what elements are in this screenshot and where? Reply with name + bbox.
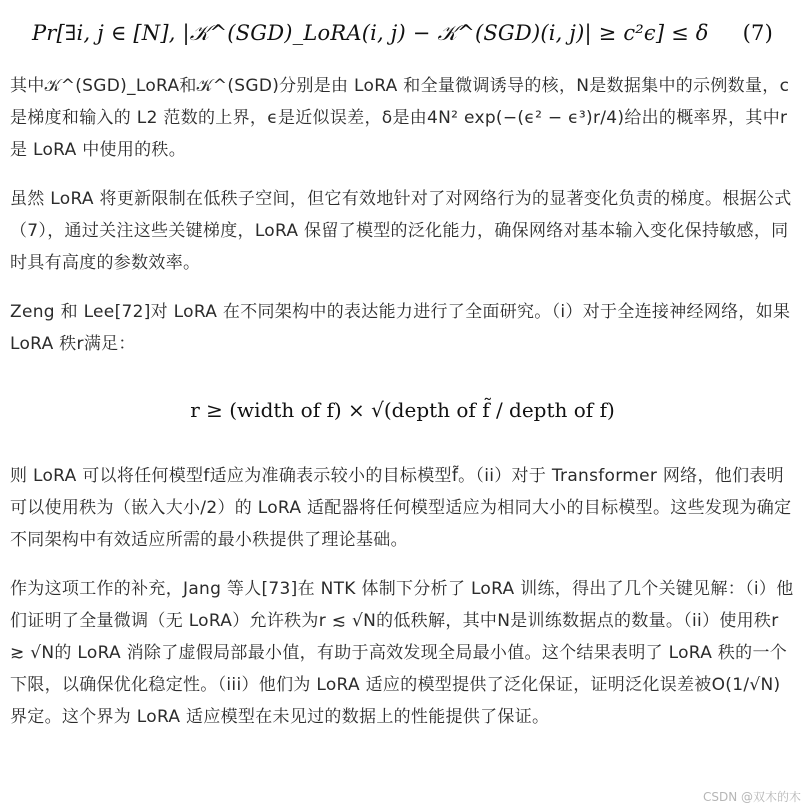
csdn-watermark: CSDN @双木的木 [702,790,801,804]
paragraph-low-rank-gradients: 虽然 LoRA 将更新限制在低秩子空间，但它有效地针对了对网络行为的显著变化负责的梯度。根据公式（7），通过关注这些关键梯度，LoRA 保留了模型的泛化能力，确保网络对基本输入变化保持敏感，同时具有高度的参数效率。 [10,189,792,273]
paragraph-transformer-rank: 则 LoRA 可以将任何模型f适应为准确表示较小的目标模型f̃。（ii）对于 Transformer 网络，他们表明可以使用秩为（嵌入大小/2）的 LoRA 适配器将任何模型适应为相同大小的目标模型。这些发现为确定不同架构中有效适应所需的最小秩提供了理论基础。 [10,466,792,550]
paragraph-ntk-analysis: 作为这项工作的补充，Jang 等人[73]在 NTK 体制下分析了 LoRA 训练，得出了几个关键见解：（i）他们证明了全量微调（无 LoRA）允许秩为r ≲ √N的低秩解，其中N是训练数据点的数量。（ii）使用秩r ≳ √N的 LoRA 消除了虚假局部最小值，有助于高效发现全局最小值。这个结果表明了 LoRA 秩的一个下限，以确保优化稳定性。（iii）他们为 LoRA 适应的模型提供了泛化保证，证明泛化误差被O(1/√N)界定。这个界为 LoRA 适应模型在未见过的数据上的性能提供了保证。 [10,579,794,727]
article-body [10,0,795,733]
paragraph-kernel-definition: 其中𝒦^(SGD)_LoRA和𝒦^(SGD)分别是由 LoRA 和全量微调诱导的核，N是数据集中的示例数量，c是梯度和输入的 L2 范数的上界，ϵ是近似误差，δ是由4N² exp(−(ϵ² − ϵ³)r/4)给出的概率界，其中r是 LoRA 中使用的秩。 [10,76,790,160]
paragraph-expressive-power: Zeng 和 Lee[72]对 LoRA 在不同架构中的表达能力进行了全面研究。（i）对于全连接神经网络，如果 LoRA 秩r满足： [10,302,791,354]
equation-rank-bound-formula: r ≥ (width of f) × √(depth of f̃ / depth of f) [190,398,615,422]
equation-rank-bound [10,360,795,460]
equation-7-formula: Pr[∃i, j ∈ [N], |𝒦^(SGD)_LoRA(i, j) − 𝒦^(SGD)(i, j)| ≥ c²ϵ] ≤ δ [31,20,709,45]
equation-7-number: (7) [742,21,774,45]
equation-7 [10,0,795,66]
